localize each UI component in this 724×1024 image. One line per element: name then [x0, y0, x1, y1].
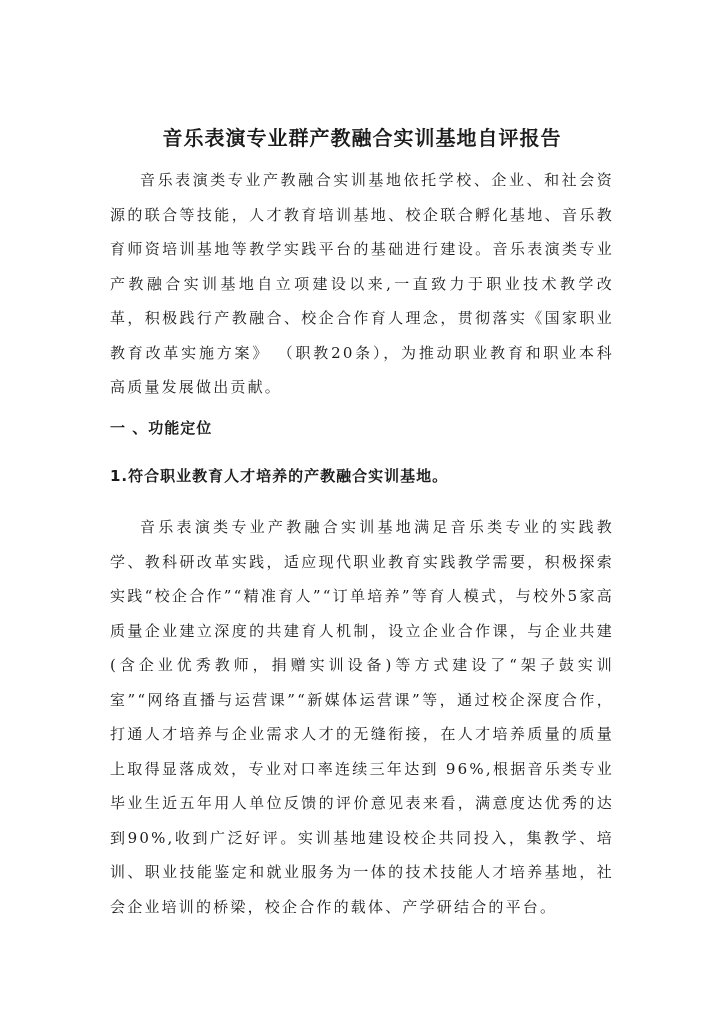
- subsection-heading: 1.符合职业教育人才培养的产教融合实训基地。: [110, 467, 449, 485]
- intro-paragraph: 音乐表演类专业产教融合实训基地依托学校、企业、和社会资源的联合等技能，人才教育培训基地、校企联合孵化基地、音乐教育师资培训基地等教学实践平台的基础进行建设。音乐表演类专业产教融合实训基地自立项建设以来,一直致力于职业技术教学改革，积极践行产教融合、校企合作育人理念，贯彻落实《国家职业教育改革实施方案》 （职教20条），为推动职业教育和职业本科高质量发展做出贡献。: [110, 171, 614, 396]
- document-title: 音乐表演专业群产教融合实训基地自评报告: [162, 126, 562, 150]
- body-paragraph: 音乐表演类专业产教融合实训基地满足音乐类专业的实践教学、教科研改革实践，适应现代职业教育实践教学需要，积极探索实践“校企合作”“精准育人”“订单培养”等育人模式，与校外5家高质量企业建立深度的共建育人机制，设立企业合作课，与企业共建(含企业优秀教师，捐赠实训设备)等方式建设了“架子鼓实训室”“网络直播与运营课”“新媒体运营课”等，通过校企深度合作，打通人才培养与企业需求人才的无缝衔接，在人才培养质量的质量上取得显落成效，专业对口率连续三年达到 96%,根据音乐类专业毕业生近五年用人单位反馈的评价意见表来看，满意度达优秀的达到90%,收到广泛好评。实训基地建设校企共同投入，集教学、培训、职业技能鉴定和就业服务为一体的技术技能人才培养基地，社会企业培训的桥梁，校企合作的载体、产学研结合的平台。: [110, 518, 614, 916]
- section-heading: 一 、功能定位: [110, 419, 213, 437]
